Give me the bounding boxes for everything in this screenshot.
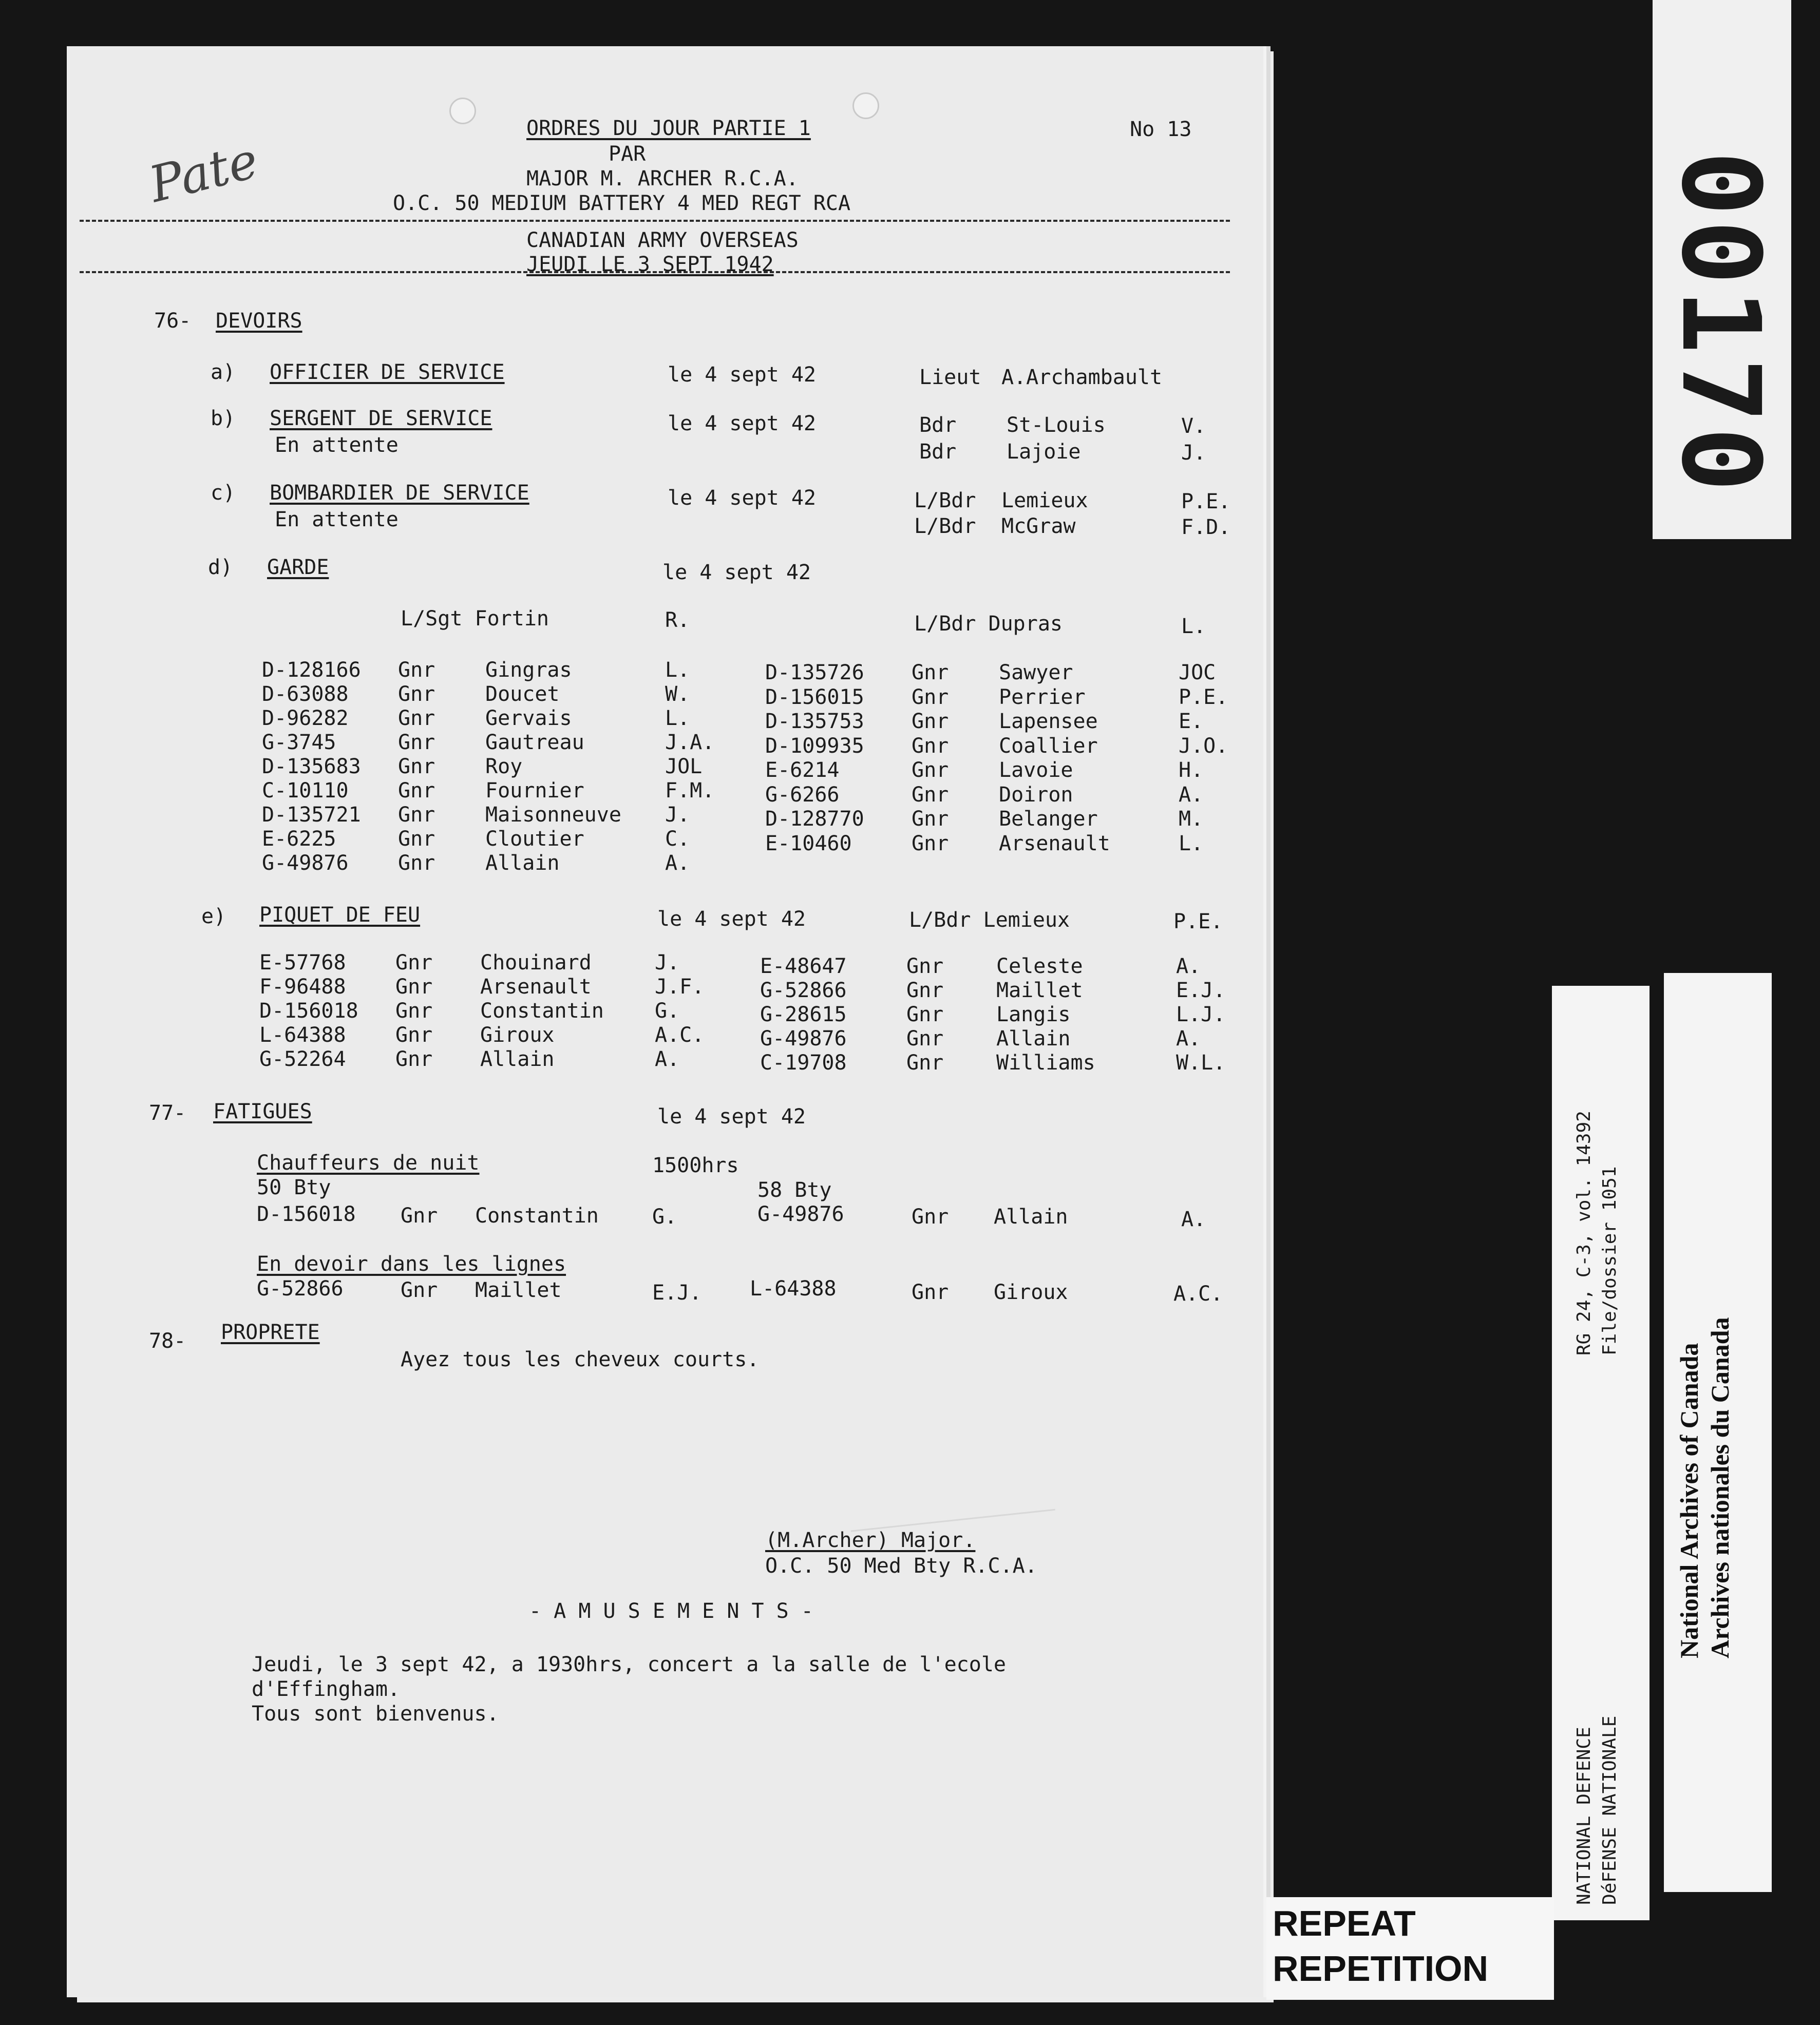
handwritten-note: Pate xyxy=(143,131,264,214)
devoir-right-no: L-64388 xyxy=(750,1277,837,1301)
amusements-line-2: d'Effingham. xyxy=(252,1677,400,1701)
roster-init: G. xyxy=(655,999,680,1023)
roster-no: G-6266 xyxy=(765,782,840,807)
roster-rank: Gnr xyxy=(398,803,435,827)
roster-no: G-52264 xyxy=(259,1047,346,1071)
roster-no: F-96488 xyxy=(259,975,346,999)
roster-name: Langis xyxy=(996,1003,1071,1026)
section-77-number: 77- xyxy=(149,1101,186,1125)
item-a-title: OFFICIER DE SERVICE xyxy=(270,360,505,384)
section-76-number: 76- xyxy=(154,309,192,333)
roster-rank: Gnr xyxy=(398,682,435,706)
roster-name: Roy xyxy=(485,755,523,778)
section-78-text: Ayez tous les cheveux courts. xyxy=(401,1348,760,1371)
roster-name: Allain xyxy=(480,1047,555,1071)
item-a-letter: a) xyxy=(211,360,236,384)
roster-init: H. xyxy=(1179,758,1204,782)
roster-init: A. xyxy=(665,851,690,875)
devoir-left-name: Maillet xyxy=(475,1278,562,1302)
roster-no: D-128770 xyxy=(765,807,864,831)
roster-rank: Gnr xyxy=(395,1047,433,1071)
item-d-date: le 4 sept 42 xyxy=(662,561,811,584)
roster-no: E-6225 xyxy=(262,827,336,851)
roster-rank: Gnr xyxy=(398,658,435,682)
item-c-r1-init: P.E. xyxy=(1181,490,1231,513)
punch-hole-left xyxy=(449,98,476,124)
roster-init: J. xyxy=(665,803,690,827)
item-c-r1-name: Lemieux xyxy=(1001,489,1088,512)
roster-init: A. xyxy=(655,1047,680,1071)
roster-name: Allain xyxy=(996,1027,1071,1050)
amusements-title: - A M U S E M E N T S - xyxy=(529,1599,813,1623)
chauffeur-left-no: D-156018 xyxy=(257,1202,356,1226)
repeat-line-2: REPETITION xyxy=(1273,1948,1489,1989)
archive-ref-label xyxy=(1552,986,1650,1920)
roster-no: E-10460 xyxy=(765,831,852,855)
roster-rank: Gnr xyxy=(912,661,949,684)
section-78-title: PROPRETE xyxy=(221,1321,320,1344)
garde-lead-1: L/Sgt Fortin xyxy=(401,607,549,631)
item-a-name: A.Archambault xyxy=(1001,366,1163,389)
devoir-right-rank: Gnr xyxy=(912,1281,949,1304)
roster-rank: Gnr xyxy=(398,755,435,778)
roster-init: W. xyxy=(665,682,690,706)
roster-init: A. xyxy=(1176,954,1201,978)
roster-init: L. xyxy=(1179,831,1204,855)
item-e-date: le 4 sept 42 xyxy=(657,907,806,931)
roster-rank: Gnr xyxy=(912,758,949,782)
item-c-r2-name: McGraw xyxy=(1001,514,1076,538)
roster-rank: Gnr xyxy=(906,1027,944,1050)
doc-number: No 13 xyxy=(1130,118,1192,141)
roster-init: A. xyxy=(1176,1027,1201,1050)
roster-rank: Gnr xyxy=(398,851,435,875)
roster-rank: Gnr xyxy=(906,954,944,978)
roster-name: Arsenault xyxy=(480,975,592,999)
chauffeur-right-no: G-49876 xyxy=(757,1202,844,1226)
roster-rank: Gnr xyxy=(912,685,949,709)
stamp-number: 00170 xyxy=(1658,150,1784,496)
roster-no: L-64388 xyxy=(259,1023,346,1047)
roster-name: Belanger xyxy=(999,807,1098,831)
roster-no: D-128166 xyxy=(262,658,361,682)
piquet-lead: L/Bdr Lemieux xyxy=(909,908,1070,932)
chauffeurs-time: 1500hrs xyxy=(652,1154,739,1177)
roster-no: D-135683 xyxy=(262,755,361,778)
chauffeur-left-rank: Gnr xyxy=(401,1204,438,1228)
devoir-left-init: E.J. xyxy=(652,1281,702,1305)
roster-rank: Gnr xyxy=(395,1023,433,1047)
item-b-letter: b) xyxy=(211,407,236,430)
roster-init: P.E. xyxy=(1179,685,1228,709)
amusements-line-3: Tous sont bienvenus. xyxy=(252,1702,499,1726)
item-b-title: SERGENT DE SERVICE xyxy=(270,407,492,430)
item-c-sub: En attente xyxy=(275,508,399,531)
roster-no: G-49876 xyxy=(760,1027,847,1050)
roster-rank: Gnr xyxy=(395,999,433,1023)
nac-line-2: Archives nationales du Canada xyxy=(1705,1317,1734,1658)
roster-rank: Gnr xyxy=(398,706,435,730)
roster-no: G-28615 xyxy=(760,1003,847,1026)
roster-rank: Gnr xyxy=(398,779,435,803)
chauffeur-right-name: Allain xyxy=(994,1205,1068,1229)
item-b-r1-name: St-Louis xyxy=(1007,413,1106,437)
roster-name: Fournier xyxy=(485,779,584,803)
roster-init: L. xyxy=(665,706,690,730)
roster-no: D-135753 xyxy=(765,710,864,733)
roster-init: J. xyxy=(655,951,680,975)
item-c-date: le 4 sept 42 xyxy=(668,486,816,510)
roster-init: E. xyxy=(1179,710,1204,733)
roster-rank: Gnr xyxy=(912,710,949,733)
roster-name: Coallier xyxy=(999,734,1098,758)
roster-init: A.C. xyxy=(655,1023,705,1047)
roster-no: D-156018 xyxy=(259,999,358,1023)
par-line: PAR xyxy=(609,142,646,166)
roster-rank: Gnr xyxy=(398,731,435,754)
archive-ref-2: File/dossier 1051 xyxy=(1599,1166,1620,1355)
item-b-sub: En attente xyxy=(275,433,399,457)
item-e-title: PIQUET DE FEU xyxy=(259,903,421,927)
roster-name: Chouinard xyxy=(480,951,592,975)
roster-init: W.L. xyxy=(1176,1051,1226,1075)
roster-init: JOL xyxy=(665,755,703,778)
roster-init: J.F. xyxy=(655,975,705,999)
date-line: JEUDI LE 3 SEPT 1942 xyxy=(526,253,774,276)
roster-init: L.J. xyxy=(1176,1003,1226,1026)
devoir-lignes-heading: En devoir dans les lignes xyxy=(257,1252,566,1276)
roster-init: L. xyxy=(665,658,690,682)
roster-rank: Gnr xyxy=(398,827,435,851)
roster-name: Constantin xyxy=(480,999,604,1023)
item-a-date: le 4 sept 42 xyxy=(668,363,816,387)
roster-name: Perrier xyxy=(999,685,1086,709)
section-77-title: FATIGUES xyxy=(213,1100,312,1123)
item-c-title: BOMBARDIER DE SERVICE xyxy=(270,481,529,505)
repeat-stamp xyxy=(1266,1897,1554,2000)
chauffeur-left-name: Constantin xyxy=(475,1204,599,1228)
roster-no: E-48647 xyxy=(760,954,847,978)
roster-name: Williams xyxy=(996,1051,1095,1075)
item-d-letter: d) xyxy=(208,556,233,579)
roster-name: Allain xyxy=(485,851,560,875)
item-a-rank: Lieut xyxy=(919,366,981,389)
chauffeurs-heading: Chauffeurs de nuit xyxy=(257,1151,480,1175)
roster-no: D-135726 xyxy=(765,661,864,684)
nac-line-1: National Archives of Canada xyxy=(1675,1343,1703,1658)
section-77-date: le 4 sept 42 xyxy=(657,1105,806,1129)
roster-name: Lavoie xyxy=(999,758,1073,782)
item-b-r2-rank: Bdr xyxy=(919,440,957,464)
roster-name: Gautreau xyxy=(485,731,584,754)
bty-50-label: 50 Bty xyxy=(257,1176,331,1199)
roster-name: Maillet xyxy=(996,979,1083,1002)
chauffeur-right-init: A. xyxy=(1181,1208,1206,1231)
devoir-left-rank: Gnr xyxy=(401,1278,438,1302)
divider-2 xyxy=(80,271,1230,273)
roster-name: Lapensee xyxy=(999,710,1098,733)
item-b-r2-init: J. xyxy=(1181,441,1206,465)
roster-no: C-10110 xyxy=(262,779,349,803)
item-b-r1-rank: Bdr xyxy=(919,413,957,437)
roster-rank: Gnr xyxy=(906,979,944,1002)
roster-init: J.A. xyxy=(665,731,715,754)
punch-hole-right xyxy=(852,92,879,119)
army-line: CANADIAN ARMY OVERSEAS xyxy=(526,228,799,252)
roster-no: E-57768 xyxy=(259,951,346,975)
doc-title: ORDRES DU JOUR PARTIE 1 xyxy=(526,117,811,140)
item-c-r2-rank: L/Bdr xyxy=(914,514,976,538)
roster-no: C-19708 xyxy=(760,1051,847,1075)
piquet-lead-init: P.E. xyxy=(1173,910,1223,933)
roster-no: E-6214 xyxy=(765,758,840,782)
roster-init: M. xyxy=(1179,807,1204,831)
roster-name: Doucet xyxy=(485,682,560,706)
roster-name: Sawyer xyxy=(999,661,1073,684)
roster-init: A. xyxy=(1179,782,1204,807)
archive-dept-1: NATIONAL DEFENCE xyxy=(1573,1727,1595,1905)
signature-name: (M.Archer) Major. xyxy=(765,1529,976,1552)
roster-init: E.J. xyxy=(1176,979,1226,1002)
roster-name: Cloutier xyxy=(485,827,584,851)
roster-no: D-63088 xyxy=(262,682,349,706)
devoir-right-init: A.C. xyxy=(1173,1282,1223,1306)
devoir-left-no: G-52866 xyxy=(257,1277,344,1301)
roster-no: D-109935 xyxy=(765,734,864,758)
roster-name: Doiron xyxy=(999,782,1073,807)
item-b-r1-init: V. xyxy=(1181,414,1206,438)
roster-rank: Gnr xyxy=(912,807,949,831)
archive-ref-1: RG 24, C-3, vol. 14392 xyxy=(1573,1111,1595,1355)
roster-rank: Gnr xyxy=(912,831,949,855)
roster-name: Giroux xyxy=(480,1023,555,1047)
roster-init: C. xyxy=(665,827,690,851)
section-76-title: DEVOIRS xyxy=(216,309,302,333)
roster-rank: Gnr xyxy=(906,1051,944,1075)
bty-58-label: 58 Bty xyxy=(757,1178,832,1202)
roster-no: G-49876 xyxy=(262,851,349,875)
roster-name: Arsenault xyxy=(999,831,1110,855)
chauffeur-left-init: G. xyxy=(652,1205,677,1229)
roster-rank: Gnr xyxy=(395,951,433,975)
signature-unit: O.C. 50 Med Bty R.C.A. xyxy=(765,1554,1037,1578)
repeat-line-1: REPEAT xyxy=(1273,1903,1416,1943)
item-b-r2-name: Lajoie xyxy=(1007,440,1081,464)
roster-rank: Gnr xyxy=(912,782,949,807)
roster-name: Celeste xyxy=(996,954,1083,978)
item-c-r1-rank: L/Bdr xyxy=(914,489,976,512)
item-c-r2-init: F.D. xyxy=(1181,515,1231,539)
garde-lead-2: L/Bdr Dupras xyxy=(914,612,1063,636)
chauffeur-right-rank: Gnr xyxy=(912,1205,949,1229)
devoir-right-name: Giroux xyxy=(994,1281,1068,1304)
item-d-title: GARDE xyxy=(267,556,329,579)
item-e-letter: e) xyxy=(201,905,226,928)
roster-name: Gingras xyxy=(485,658,572,682)
oc-line: O.C. 50 MEDIUM BATTERY 4 MED REGT RCA xyxy=(393,192,851,215)
garde-lead-1-init: R. xyxy=(665,608,690,632)
nac-label xyxy=(1664,973,1772,1892)
roster-init: J.O. xyxy=(1179,734,1228,758)
roster-no: D-156015 xyxy=(765,685,864,709)
roster-rank: Gnr xyxy=(906,1003,944,1026)
item-c-letter: c) xyxy=(211,481,236,505)
roster-init: JOC xyxy=(1179,661,1216,684)
garde-lead-2-init: L. xyxy=(1181,615,1206,638)
roster-name: Gervais xyxy=(485,706,572,730)
roster-init: F.M. xyxy=(665,779,715,803)
item-b-date: le 4 sept 42 xyxy=(668,412,816,435)
roster-no: G-3745 xyxy=(262,731,336,754)
section-78-number: 78- xyxy=(149,1329,186,1353)
roster-name: Maisonneuve xyxy=(485,803,621,827)
roster-no: D-96282 xyxy=(262,706,349,730)
divider-1 xyxy=(80,220,1230,222)
archive-dept-2: DéFENSE NATIONALE xyxy=(1599,1715,1620,1905)
roster-no: G-52866 xyxy=(760,979,847,1002)
roster-rank: Gnr xyxy=(395,975,433,999)
major-line: MAJOR M. ARCHER R.C.A. xyxy=(526,167,799,190)
roster-no: D-135721 xyxy=(262,803,361,827)
roster-rank: Gnr xyxy=(912,734,949,758)
amusements-line-1: Jeudi, le 3 sept 42, a 1930hrs, concert a la salle de l'ecole xyxy=(252,1653,1007,1676)
